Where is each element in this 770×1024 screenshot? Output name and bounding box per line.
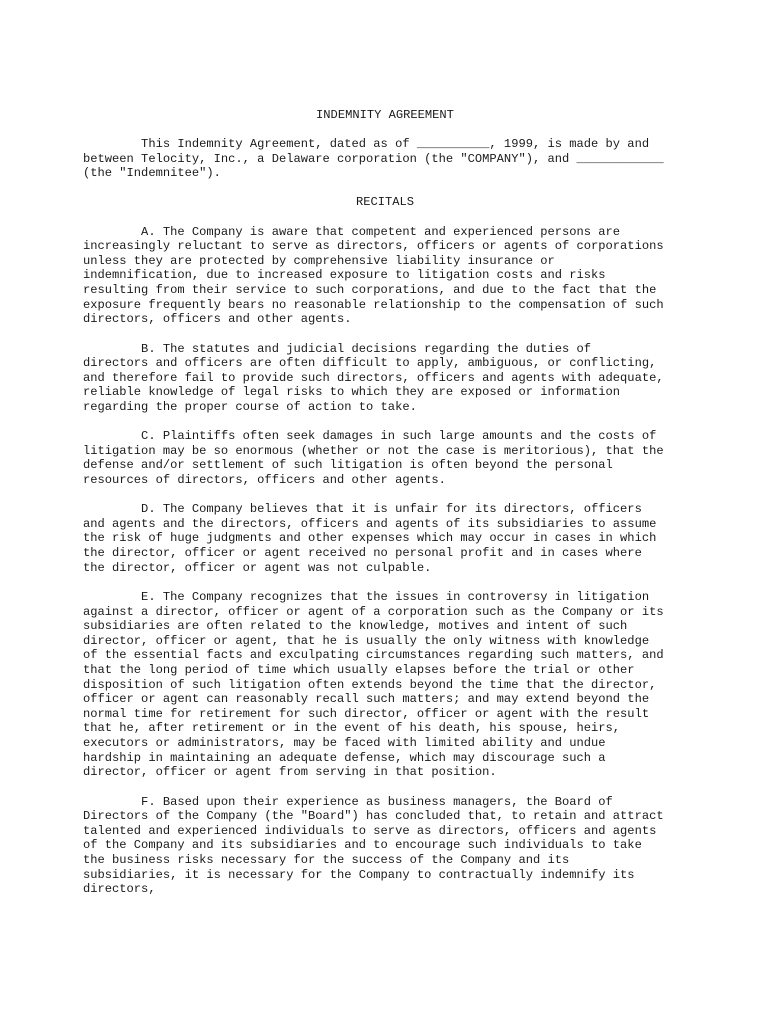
text-line: directors, bbox=[83, 882, 156, 896]
text-line: normal time for retirement for such director, officer or agent with the result bbox=[83, 707, 650, 721]
text-line: defense and/or settlement of such litigation is often beyond the personal bbox=[83, 458, 613, 472]
text-line: subsidiaries, it is necessary for the Company to contractually indemnify its bbox=[83, 868, 635, 882]
text-line: that the long period of time which usually elapses before the trial or other bbox=[83, 663, 635, 677]
text-line: increasingly reluctant to serve as directors, officers or agents of corporations bbox=[83, 239, 664, 253]
text-line: resulting from their service to such corporations, and due to the fact that the bbox=[83, 283, 657, 297]
text-line: director, officer or agent, that he is usually the only witness with knowledge bbox=[83, 634, 650, 648]
text-line: regarding the proper course of action to take. bbox=[83, 400, 417, 414]
recitals-heading: RECITALS bbox=[355, 195, 415, 209]
text-line: director, officer or agent from serving in that position. bbox=[83, 765, 497, 779]
text-line: (the "Indemnitee"). bbox=[83, 166, 221, 180]
text-line: unless they are protected by comprehensive liability insurance or bbox=[83, 254, 555, 268]
text-line: subsidiaries are often related to the knowledge, motives and intent of such bbox=[83, 619, 628, 633]
text-line: of the Company and its subsidiaries and to encourage such individuals to take bbox=[83, 838, 642, 852]
text-line: of the essential facts and exculpating circumstances regarding such matters, and bbox=[83, 648, 664, 662]
text-line: exposure frequently bears no reasonable relationship to the compensation of such bbox=[83, 298, 664, 312]
text-line: directors, officers and other agents. bbox=[83, 312, 352, 326]
text-line: the director, officer or agent received no personal profit and in cases where bbox=[83, 546, 642, 560]
text-line: D. The Company believes that it is unfair for its directors, officers bbox=[83, 502, 642, 516]
text-line: directors and officers are often difficult to apply, ambiguous, or conflicting, bbox=[83, 356, 657, 370]
document-title: INDEMNITY AGREEMENT bbox=[316, 108, 454, 122]
text-line: between Telocity, Inc., a Delaware corporation (the "COMPANY"), and ____________ bbox=[83, 152, 664, 166]
text-line: This Indemnity Agreement, dated as of __________, 1999, is made by and bbox=[83, 137, 650, 151]
text-line: against a director, officer or agent of a corporation such as the Company or its bbox=[83, 605, 664, 619]
text-line: C. Plaintiffs often seek damages in such large amounts and the costs of bbox=[83, 429, 657, 443]
text-line: officer or agent can reasonably recall such matters; and may extend beyond the bbox=[83, 692, 650, 706]
text-line: and therefore fail to provide such directors, officers and agents with adequate, bbox=[83, 371, 664, 385]
text-line: Directors of the Company (the "Board") has concluded that, to retain and attract bbox=[83, 809, 664, 823]
text-line: talented and experienced individuals to serve as directors, officers and agents bbox=[83, 824, 657, 838]
text-line: B. The statutes and judicial decisions regarding the duties of bbox=[83, 342, 592, 356]
text-line: the director, officer or agent was not culpable. bbox=[83, 561, 432, 575]
text-line: litigation may be so enormous (whether or not the case is meritorious), that the bbox=[83, 444, 664, 458]
text-line: and agents and the directors, officers and agents of its subsidiaries to assume bbox=[83, 517, 657, 531]
text-line: hardship in maintaining an adequate defense, which may discourage such a bbox=[83, 751, 606, 765]
text-line: the business risks necessary for the success of the Company and its bbox=[83, 853, 570, 867]
text-line: E. The Company recognizes that the issues in controversy in litigation bbox=[83, 590, 650, 604]
text-line: F. Based upon their experience as business managers, the Board of bbox=[83, 795, 613, 809]
text-line: executors or administrators, may be faced with limited ability and undue bbox=[83, 736, 606, 750]
text-line: A. The Company is aware that competent and experienced persons are bbox=[83, 225, 621, 239]
text-line: that he, after retirement or in the event of his death, his spouse, heirs, bbox=[83, 721, 621, 735]
text-line: the risk of huge judgments and other expenses which may occur in cases in which bbox=[83, 531, 657, 545]
text-line: resources of directors, officers and other agents. bbox=[83, 473, 446, 487]
text-line: indemnification, due to increased exposure to litigation costs and risks bbox=[83, 268, 606, 282]
text-line: disposition of such litigation often extends beyond the time that the director, bbox=[83, 678, 657, 692]
text-line: reliable knowledge of legal risks to which they are exposed or information bbox=[83, 385, 621, 399]
